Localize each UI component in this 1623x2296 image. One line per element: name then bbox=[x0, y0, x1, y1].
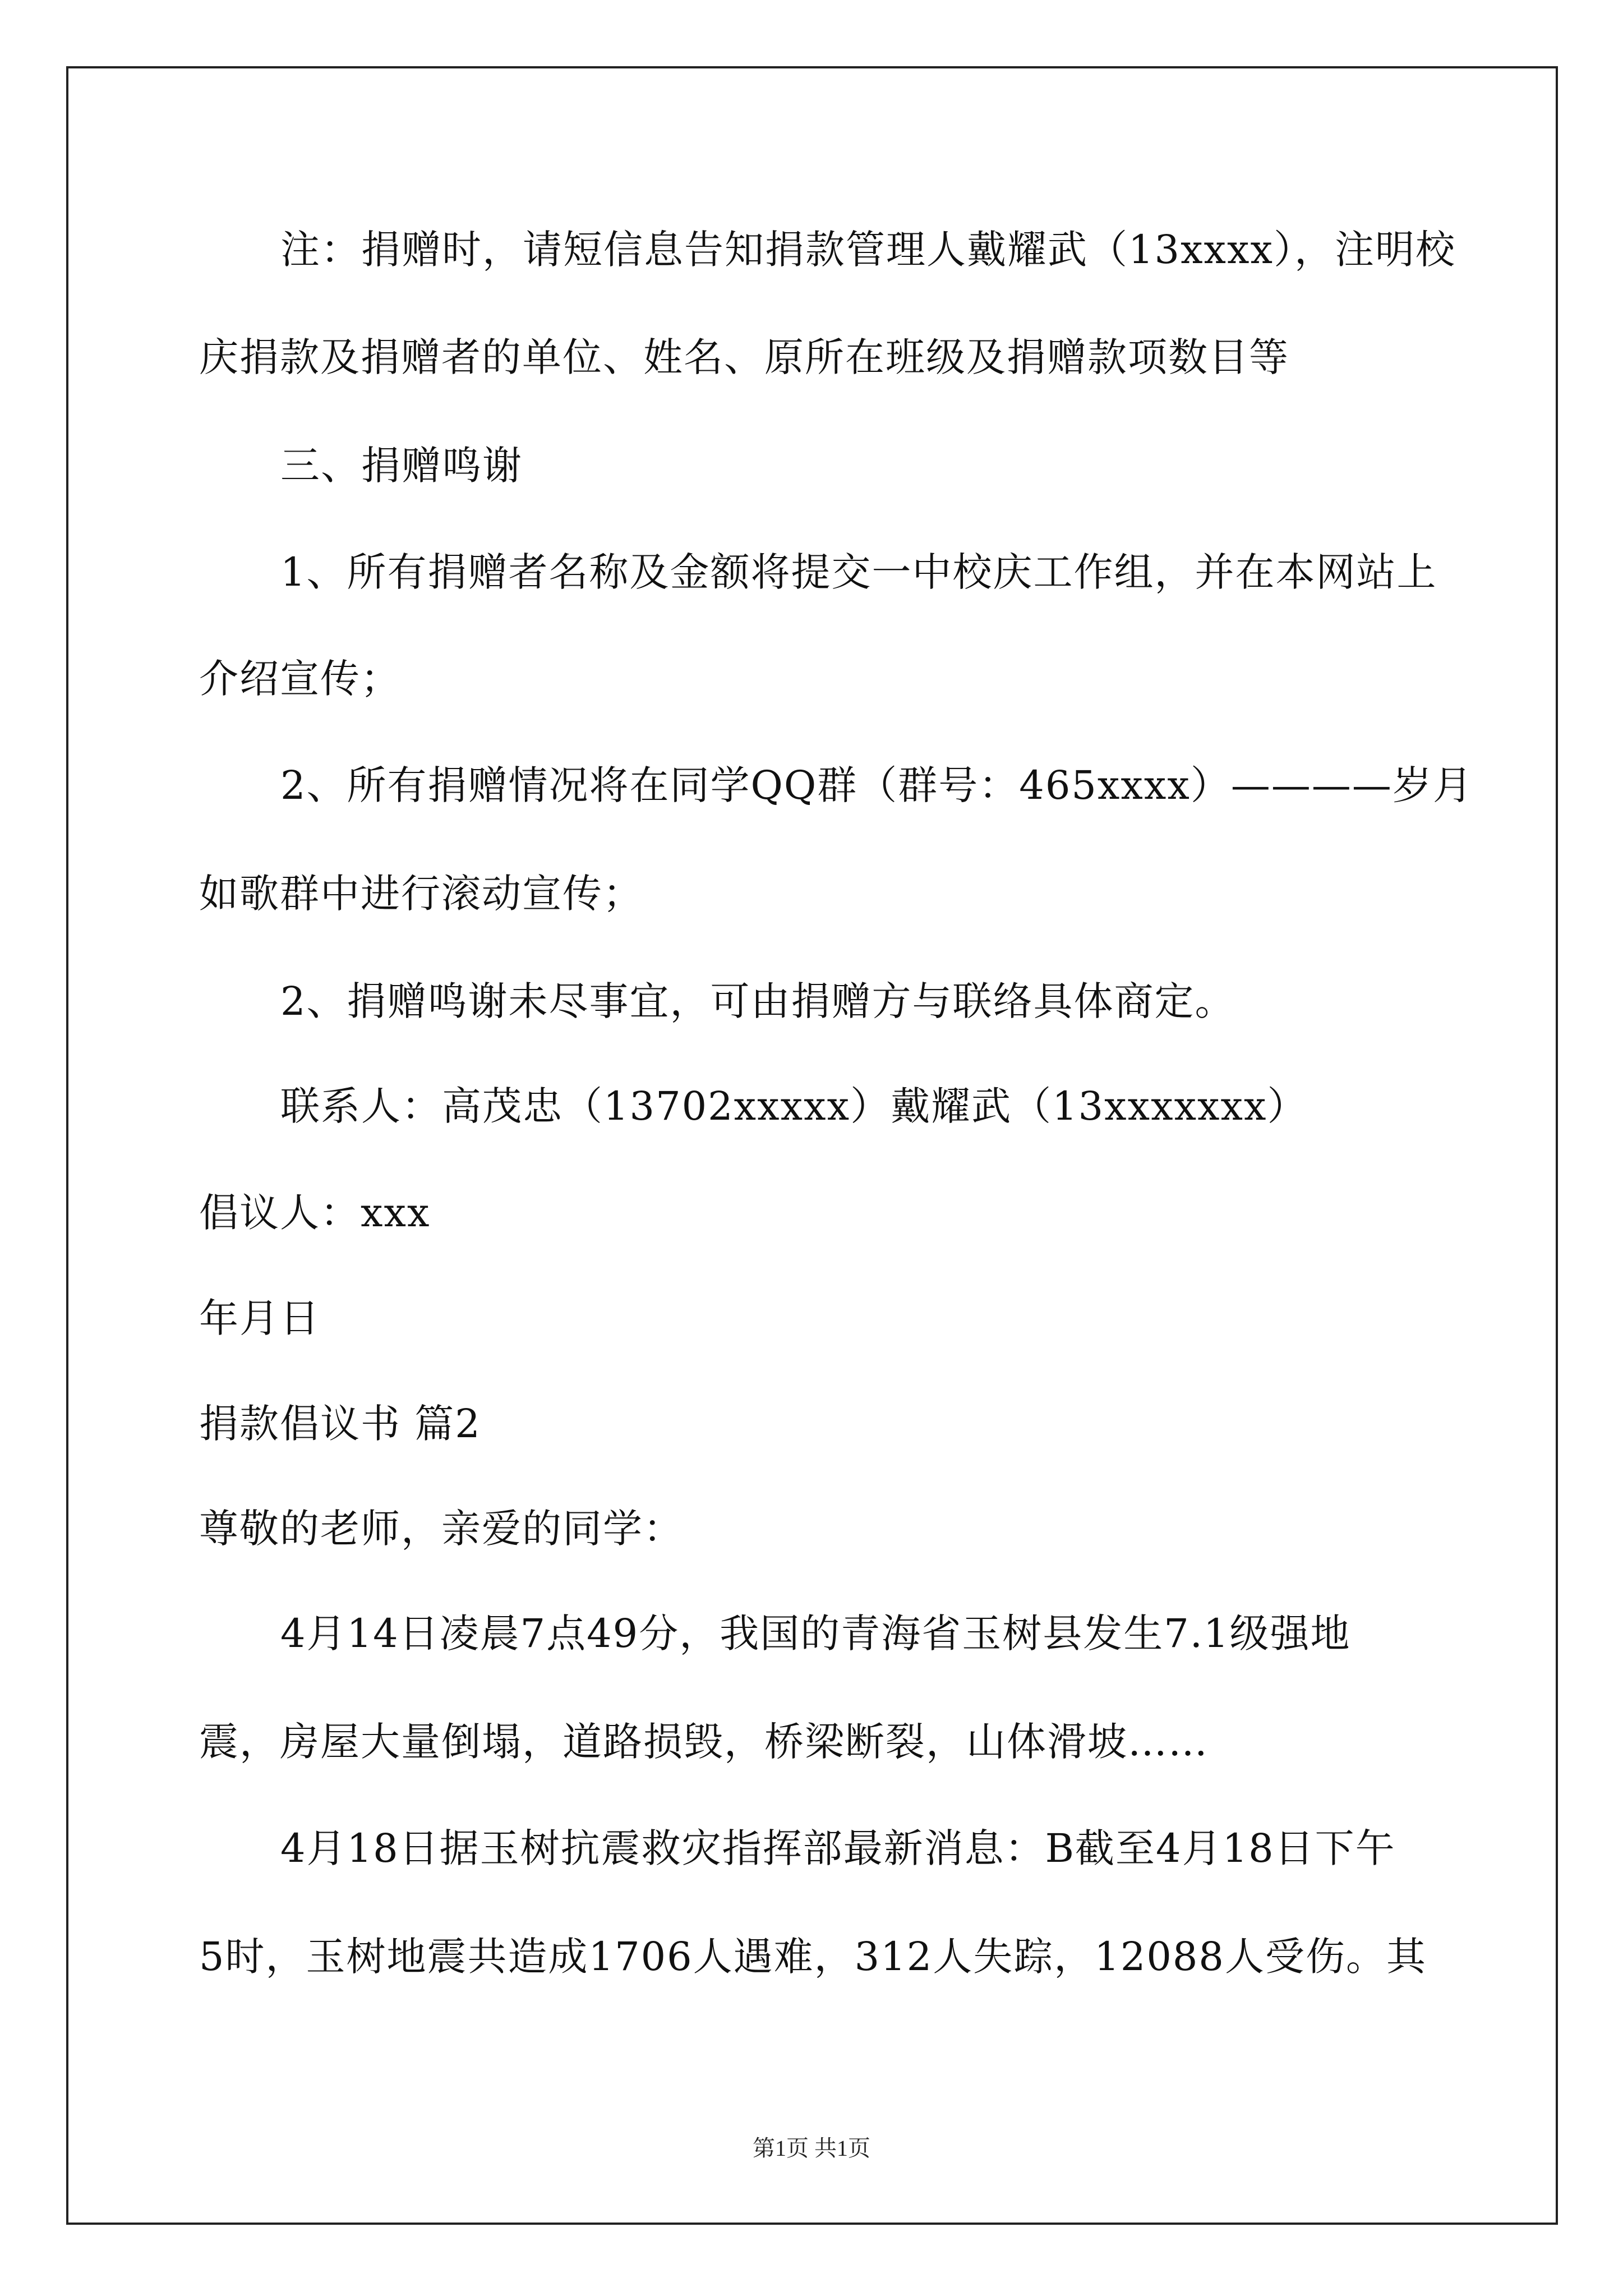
paragraph-line: 5时，玉树地震共造成1706人遇难，312人失踪，12088人受伤。其 bbox=[199, 1934, 1427, 1980]
paragraph-line: 1、所有捐赠者名称及金额将提交一中校庆工作组，并在本网站上 bbox=[280, 549, 1437, 595]
paragraph-line: 4月18日据玉树抗震救灾指挥部最新消息：B截至4月18日下午 bbox=[280, 1825, 1396, 1871]
paragraph-line: 庆捐款及捐赠者的单位、姓名、原所在班级及捐赠款项数目等 bbox=[199, 334, 1289, 380]
salutation: 尊敬的老师，亲爱的同学： bbox=[199, 1506, 684, 1552]
paragraph-line: 震，房屋大量倒塌，道路损毁，桥梁断裂，山体滑坡…… bbox=[199, 1719, 1209, 1765]
contact-line: 联系人：高茂忠（13702xxxxx）戴耀武（13xxxxxxx） bbox=[280, 1083, 1308, 1129]
paragraph-line: 如歌群中进行滚动宣传； bbox=[199, 871, 643, 917]
initiator-line: 倡议人：xxx bbox=[199, 1190, 431, 1236]
paragraph-line: 4月14日凌晨7点49分，我国的青海省玉树县发生7.1级强地 bbox=[280, 1611, 1351, 1657]
page-border bbox=[66, 66, 1558, 2225]
paragraph-line: 2、所有捐赠情况将在同学QQ群（群号：465xxxx）————岁月 bbox=[280, 762, 1473, 808]
paragraph-line: 注：捐赠时，请短信息告知捐款管理人戴耀武（13xxxx），注明校 bbox=[280, 227, 1456, 273]
page-number: 第1页 共1页 bbox=[753, 2136, 870, 2161]
paragraph-line: 介绍宣传； bbox=[199, 656, 401, 702]
date-line: 年月日 bbox=[199, 1295, 320, 1341]
paragraph-line: 2、捐赠鸣谢未尽事宜，可由捐赠方与联络具体商定。 bbox=[280, 978, 1235, 1024]
section-heading: 三、捐赠鸣谢 bbox=[280, 443, 523, 489]
article-title: 捐款倡议书 篇2 bbox=[199, 1401, 481, 1447]
